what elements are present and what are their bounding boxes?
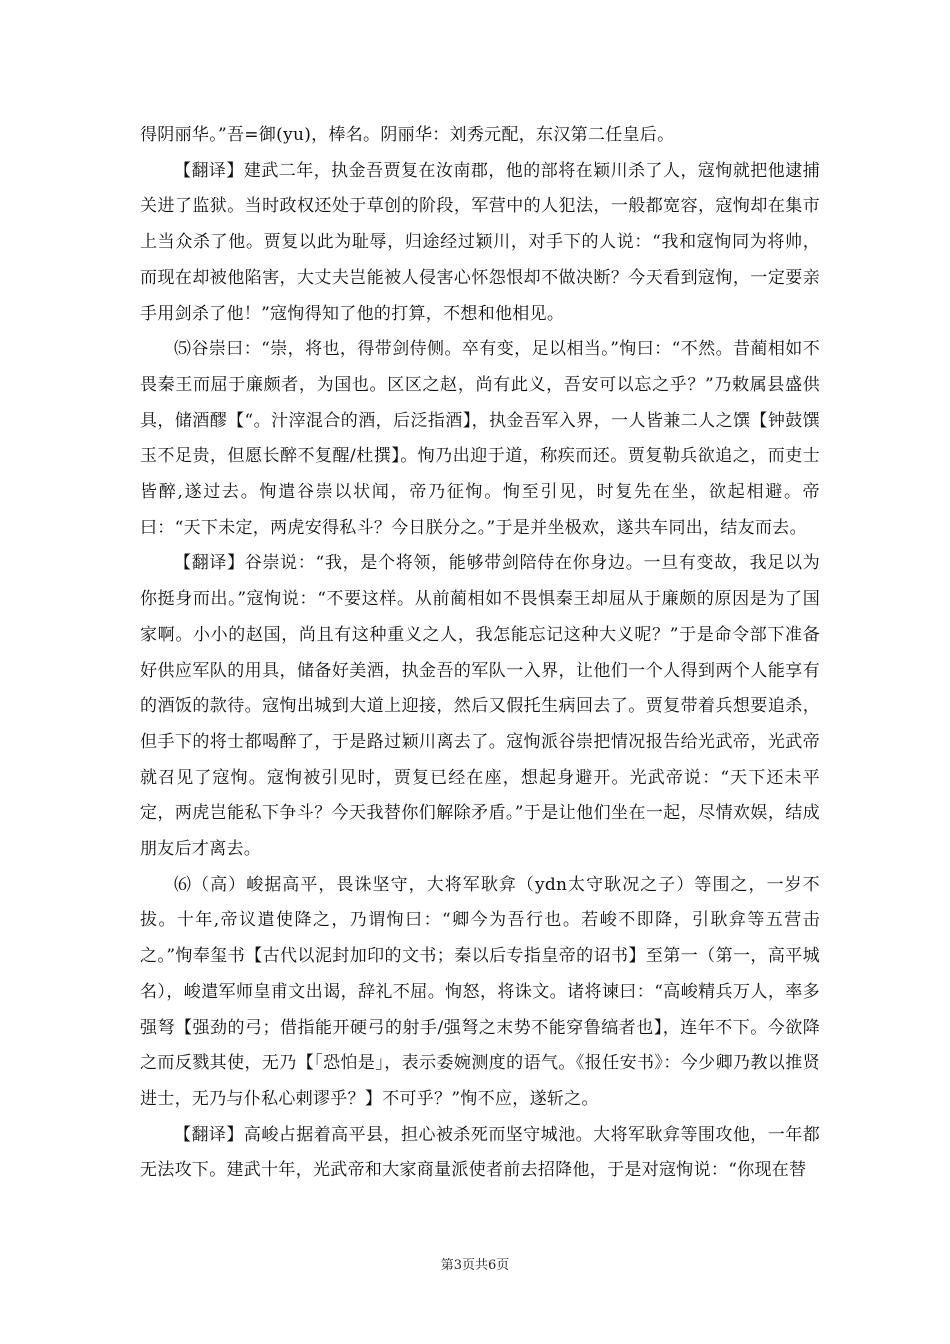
paragraph-3-original: ⑸谷崇曰：“崇，将也，得带剑侍侧。卒有变，足以相当。”恂曰：“不然。昔蔺相如不畏秦王而屈于廉颇者，为国也。区区之赵，尚有此义，吾安可以忘之乎？”乃敕属县盛供具，储酒醪【“。汁滓混合的酒，后泛指酒】，执金吾军入界，一人皆兼二人之馔【钟鼓馔玉不足贵，但愿长醉不复醒/杜撰】。恂乃出迎于道，称疾而还。贾复勒兵欲追之，而吏士皆醉,遂过去。恂遣谷崇以状闻，帝乃征恂。恂至引见，时复先在坐，欲起相避。帝曰：“天下未定，两虎安得私斗？今日朕分之。”于是并坐极欢，遂共车同出，结友而去。 [140, 339, 820, 538]
paragraph-5-original: ⑹（高）峻据高平，畏诛坚守，大将军耿弇（ydn太守耿况之子）等围之，一岁不拔。十年,帝议遣使降之，乃谓恂曰：“卿今为吾行也。若峻不即降，引耿弇等五营击之。”恂奉玺书【古代以泥封加印的文书；秦以后专指皇帝的诏书】至第一（第一，高平城名），峻遣军师皇甫文出谒，辞礼不屈。恂怒，将诛文。诸将谏曰：“高峻精兵万人，率多强弩【强劲的弓；借指能开硬弓的射手/强弩之末势不能穿鲁缟者也】，连年不下。今欲降之而反戮其使，无乃【「恐怕是」，表示委婉测度的语气。《报任安书》：今少卿乃教以推贤进士，无乃与仆私心剌谬乎？】不可乎？”恂不应，遂斩之。 [140, 874, 820, 1109]
paragraph-6-translation: 【翻译】高峻占据着高平县，担心被杀死而坚守城池。大将军耿弇等围攻他，一年都无法攻下。建武十年，光武帝和大家商量派使者前去招降他，于是对寇恂说：“你现在替 [140, 1124, 820, 1181]
page-content [140, 118, 820, 1189]
page-number-footer: 第3页共6页 [440, 1258, 510, 1273]
paragraph-2-translation: 【翻译】建武二年，执金吾贾复在汝南郡，他的部将在颖川杀了人，寇恂就把他逮捕关进了监狱。当时政权还处于草创的阶段，军营中的人犯法，一般都宽容，寇恂却在集市上当众杀了他。贾复以此为耻辱，归途经过颖川，对手下的人说：“我和寇恂同为将帅，而现在却被他陷害，大丈夫岂能被人侵害心怀怨恨却不做决断？今天看到寇恂，一定要亲手用剑杀了他！”寇恂得知了他的打算，不想和他相见。 [140, 160, 820, 324]
paragraph-4-translation: 【翻译】谷崇说：“我，是个将领，能够带剑陪侍在你身边。一旦有变故，我足以为你挺身而出。”寇恂说：“不要这样。从前蔺相如不畏惧秦王却屈从于廉颇的原因是为了国家啊。小小的赵国，尚且有这种重义之人，我怎能忘记这种大义呢？”于是命令部下准备好供应军队的用具，储备好美酒，执金吾的军队一入界，让他们一个人得到两个人能享有的酒饭的款待。寇恂出城到大道上迎接，然后又假托生病回去了。贾复带着兵想要追杀，但手下的将士都喝醉了，于是路过颖川离去了。寇恂派谷崇把情况报告给光武帝，光武帝就召见了寇恂。寇恂被引见时，贾复已经在座，想起身避开。光武帝说：“天下还未平定，两虎岂能私下争斗？今天我替你们解除矛盾。”于是让他们坐在一起，尽情欢娱，结成朋友后才离去。 [140, 553, 820, 860]
paragraph-1: 得阴丽华。”吾=御(yu)，棒名。阴丽华：刘秀元配，东汉第二任皇后。 [140, 125, 675, 145]
